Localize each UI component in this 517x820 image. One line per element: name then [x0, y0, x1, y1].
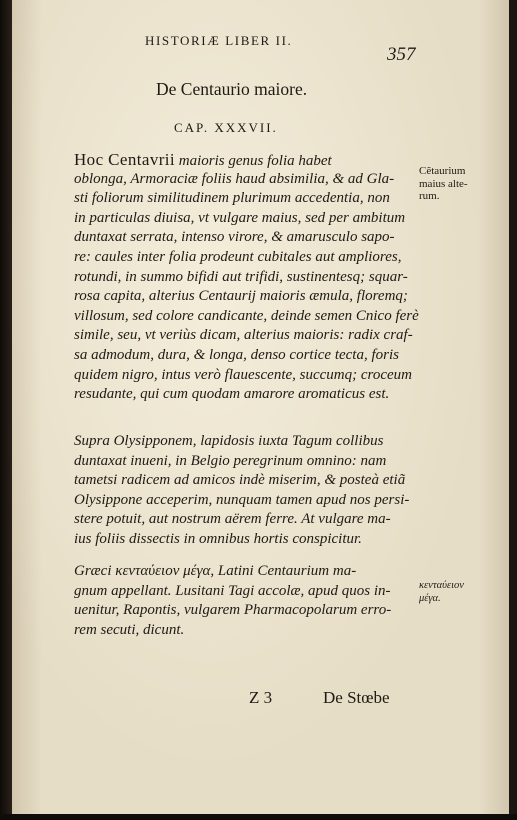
text-line: Supra Olysipponem, lapidosis iuxta Tagum collibus [74, 433, 384, 449]
text-line: sti foliorum similitudinem plurimum accedentia, non [74, 190, 390, 207]
text-line: rosa capita, alterius Centaurij maioris æmula, floremq; [74, 288, 408, 305]
text-line: villosum, sed colore candicante, deinde semen Cnico ferè [74, 307, 419, 324]
text-line: Græci κενταύειον μέγα, Latini Centaurium ma- [74, 563, 357, 579]
text-line: stere potuit, aut nostrum aërem ferre. At vulgare ma- [74, 511, 391, 528]
text-line: quidem nigro, intus verò flauescente, succumq; croceum [74, 366, 412, 383]
page-bottom-edge [0, 814, 517, 820]
text-line: Olysippone acceperim, nunquam tamen apud nos persi- [74, 491, 410, 508]
page-number: 357 [387, 44, 416, 65]
signature-mark: Z 3 [249, 688, 273, 707]
catchword: De Stœbe [323, 688, 390, 707]
chapter-title: De Centaurio maiore. [156, 79, 308, 99]
chapter-number: CAP. XXXVII. [174, 120, 278, 135]
margin-note-greek: κενταύειον μέγα. [419, 580, 464, 604]
text-line: oblonga, Armoraciæ foliis haud absimilia, & ad Gla- [74, 170, 395, 187]
opening-words: Hoc Centavrii [74, 150, 176, 169]
text-line [74, 150, 414, 170]
paragraph-description [74, 150, 419, 405]
text-line: in particulas diuisa, vt vulgare maius, sed per ambitum [74, 209, 406, 226]
text-line: tametsi radicem ad amicos indè miserim, & posteà etiã [74, 472, 406, 489]
text-line: uenitur, Rapontis, vulgarem Pharmacopolarum erro- [74, 602, 392, 619]
text-line: gnum appellant. Lusitani Tagi accolæ, apud quos in- [74, 582, 391, 599]
text-line: resudante, qui cum quodam amarore aromaticus est. [74, 386, 390, 403]
margin-note: Cẽtaurium maius alte-rum. [419, 165, 468, 202]
text-line: sa admodum, dura, & longa, denso cortice tecta, foris [74, 346, 399, 363]
text-line: duntaxat serrata, intenso virore, & amarusculo sapo- [74, 229, 395, 246]
text-line: re: caules inter folia prodeunt cubitales aut ampliores, [74, 248, 402, 265]
paragraph-habitat [74, 432, 414, 550]
text-line: ius foliis dissectis in omnibus hortis conspicitur. [74, 530, 362, 547]
paragraph-names [74, 562, 414, 640]
book-page [12, 0, 509, 816]
text-line: simile, seu, vt veriùs dicam, alterius maioris: radix craf- [74, 327, 413, 344]
text-line: rem secuti, dicunt. [74, 621, 185, 638]
text-line: rotundi, in summo bifidi aut trifidi, sustinentesq; squar- [74, 268, 408, 285]
running-head: HISTORIÆ LIBER II. [145, 33, 293, 48]
text-line: duntaxat inueni, in Belgio peregrinum omnino: nam [74, 452, 387, 469]
opening-rest: maioris genus folia habet [175, 153, 332, 169]
book-gutter [0, 0, 12, 820]
